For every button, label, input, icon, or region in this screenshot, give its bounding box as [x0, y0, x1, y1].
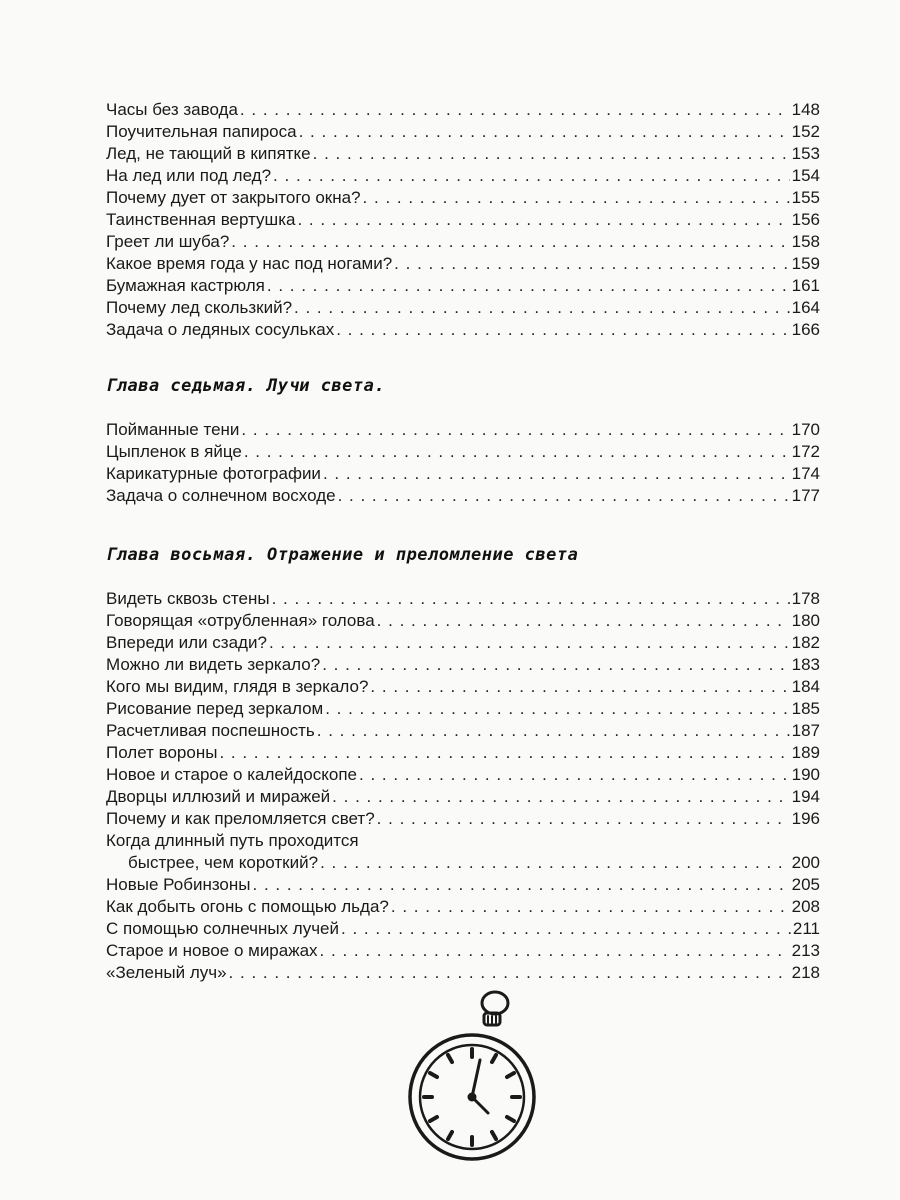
toc-entry-title: Видеть сквозь стены: [106, 589, 270, 608]
toc-entry-title: Задача о ледяных сосульках: [106, 320, 335, 339]
chapter-7-heading: Глава седьмая. Лучи света.: [106, 376, 386, 396]
toc-entry-page: 154: [791, 166, 820, 185]
toc-entry-title: Как добыть огонь с помощью льда?: [106, 897, 389, 916]
toc-entry-page: 161: [791, 276, 820, 295]
toc-entry-page: 172: [791, 442, 820, 461]
toc-entry: [106, 852, 820, 874]
leader-dots: [240, 99, 790, 121]
toc-entry-page: 152: [791, 122, 820, 141]
toc-entry: [106, 99, 820, 121]
leader-dots: [320, 852, 790, 874]
toc-entry: [106, 874, 820, 896]
toc-entry-title: Впереди или сзади?: [106, 633, 267, 652]
leader-dots: [377, 610, 790, 632]
leader-dots: [391, 896, 790, 918]
toc-entry-page: 178: [791, 589, 820, 608]
toc-entry-page: 187: [791, 721, 820, 740]
toc-entry-title: Карикатурные фотографии: [106, 464, 321, 483]
toc-entry-page: 208: [791, 897, 820, 916]
toc-entry-page: 190: [791, 765, 820, 784]
toc-entry: [106, 297, 820, 319]
toc-entry-title: Расчетливая поспешность: [106, 721, 315, 740]
toc-entry: [106, 419, 820, 441]
toc-entry-page: 166: [791, 320, 820, 339]
toc-entry-page: 174: [791, 464, 820, 483]
toc-entry-page: 182: [791, 633, 820, 652]
toc-entry: [106, 463, 820, 485]
leader-dots: [322, 654, 789, 676]
toc-entry: [106, 808, 820, 830]
toc-entry: [106, 165, 820, 187]
toc-entry-page: 218: [791, 963, 820, 982]
leader-dots: [313, 143, 790, 165]
toc-entry-page: 170: [791, 420, 820, 439]
toc-entry: [106, 764, 820, 786]
toc-chapter-7: [106, 419, 820, 507]
toc-entry-title: Почему дует от закрытого окна?: [106, 188, 361, 207]
toc-entry-page: 180: [791, 611, 820, 630]
toc-entry-title: Новое и старое о калейдоскопе: [106, 765, 357, 784]
toc-entry-page: 213: [791, 941, 820, 960]
toc-entry: [106, 654, 820, 676]
leader-dots: [323, 463, 790, 485]
toc-entry-page: 158: [791, 232, 820, 251]
toc-entry-title: Таинственная вертушка: [106, 210, 296, 229]
toc-entry-page: 184: [791, 677, 820, 696]
chapter-8-heading: Глава восьмая. Отражение и преломление света: [106, 545, 579, 565]
leader-dots: [229, 962, 790, 984]
toc-entry-page: 159: [791, 254, 820, 273]
leader-dots: [370, 676, 789, 698]
toc-entry-page: 200: [791, 853, 820, 872]
toc-entry-title: Цыпленок в яйце: [106, 442, 242, 461]
leader-dots: [273, 165, 790, 187]
toc-entry: [106, 742, 820, 764]
toc-entry: [106, 253, 820, 275]
toc-entry-title: Поучительная папироса: [106, 122, 297, 141]
toc-entry-page: 196: [791, 809, 820, 828]
toc-entry-title: На лед или под лед?: [106, 166, 272, 185]
leader-dots: [231, 231, 789, 253]
leader-dots: [272, 588, 790, 610]
leader-dots: [394, 253, 789, 275]
toc-entry-title: «Зеленый луч»: [106, 963, 227, 982]
leader-dots: [325, 698, 789, 720]
toc-entry: [106, 588, 820, 610]
leader-dots: [317, 720, 790, 742]
toc-entry: [106, 231, 820, 253]
toc-entry-page: 205: [791, 875, 820, 894]
leader-dots: [294, 297, 790, 319]
leader-dots: [338, 485, 790, 507]
toc-entry-page: 164: [791, 298, 820, 317]
toc-entry-title: Новые Робинзоны: [106, 875, 251, 894]
leader-dots: [332, 786, 789, 808]
toc-entry-title: Задача о солнечном восходе: [106, 486, 336, 505]
toc-entry-page: 156: [791, 210, 820, 229]
toc-entry-page: 183: [791, 655, 820, 674]
toc-entry-page: 194: [791, 787, 820, 806]
toc-entry: [106, 698, 820, 720]
leader-dots: [253, 874, 790, 896]
toc-entry-title: Говорящая «отрубленная» голова: [106, 611, 375, 630]
toc-entry: [106, 896, 820, 918]
leader-dots: [363, 187, 790, 209]
toc-chapter-8: [106, 588, 820, 984]
toc-entry-page: 189: [791, 743, 820, 762]
toc-entry: [106, 940, 820, 962]
toc-entry-title: Когда длинный путь проходится: [106, 831, 359, 850]
leader-dots: [377, 808, 790, 830]
toc-entry: [106, 209, 820, 231]
toc-entry-first-line: [106, 830, 820, 852]
toc-entry-title: Лед, не тающий в кипятке: [106, 144, 311, 163]
toc-entry-title: Кого мы видим, глядя в зеркало?: [106, 677, 369, 696]
pocket-watch-icon: [400, 985, 550, 1165]
leader-dots: [359, 764, 790, 786]
toc-entry: [106, 720, 820, 742]
toc-entry: [106, 632, 820, 654]
leader-dots: [267, 275, 790, 297]
toc-entry: [106, 918, 820, 940]
toc-entry: [106, 121, 820, 143]
toc-entry-title: С помощью солнечных лучей: [106, 919, 340, 938]
toc-entry: [106, 187, 820, 209]
leader-dots: [299, 121, 790, 143]
toc-entry-title: Дворцы иллюзий и миражей: [106, 787, 331, 806]
toc-entry-page: 148: [791, 100, 820, 119]
toc-entry-title: Пойманные тени: [106, 420, 240, 439]
toc-entry-title: Бумажная кастрюля: [106, 276, 265, 295]
toc-entry-title: Рисование перед зеркалом: [106, 699, 324, 718]
toc-entry-title: Какое время года у нас под ногами?: [106, 254, 393, 273]
toc-entry: [106, 786, 820, 808]
leader-dots: [336, 319, 789, 341]
leader-dots: [219, 742, 789, 764]
toc-entry-title: Почему и как преломляется свет?: [106, 809, 375, 828]
leader-dots: [269, 632, 790, 654]
toc-entry: [106, 676, 820, 698]
toc-entry-page: 177: [791, 486, 820, 505]
toc-entry: [106, 143, 820, 165]
leader-dots: [244, 441, 790, 463]
toc-entry: [106, 610, 820, 632]
toc-entry-page: 153: [791, 144, 820, 163]
toc-entry-title: Старое и новое о миражах: [106, 941, 318, 960]
toc-entry-title: Почему лед скользкий?: [106, 298, 293, 317]
toc-entry-title: Греет ли шуба?: [106, 232, 230, 251]
leader-dots: [241, 419, 789, 441]
toc-entry: [106, 319, 820, 341]
toc-entry: [106, 275, 820, 297]
toc-entry: [106, 962, 820, 984]
toc-entry: [106, 485, 820, 507]
toc-entry-page: 211: [792, 919, 820, 938]
leader-dots: [297, 209, 789, 231]
toc-entry-title: быстрее, чем короткий?: [128, 853, 319, 872]
leader-dots: [341, 918, 791, 940]
toc-section-1: [106, 99, 820, 341]
toc-entry-title: Полет вороны: [106, 743, 218, 762]
leader-dots: [320, 940, 790, 962]
toc-entry-title: Можно ли видеть зеркало?: [106, 655, 321, 674]
toc-entry-title: Часы без завода: [106, 100, 238, 119]
toc-entry-page: 185: [791, 699, 820, 718]
toc-entry-page: 155: [791, 188, 820, 207]
toc-entry: [106, 441, 820, 463]
